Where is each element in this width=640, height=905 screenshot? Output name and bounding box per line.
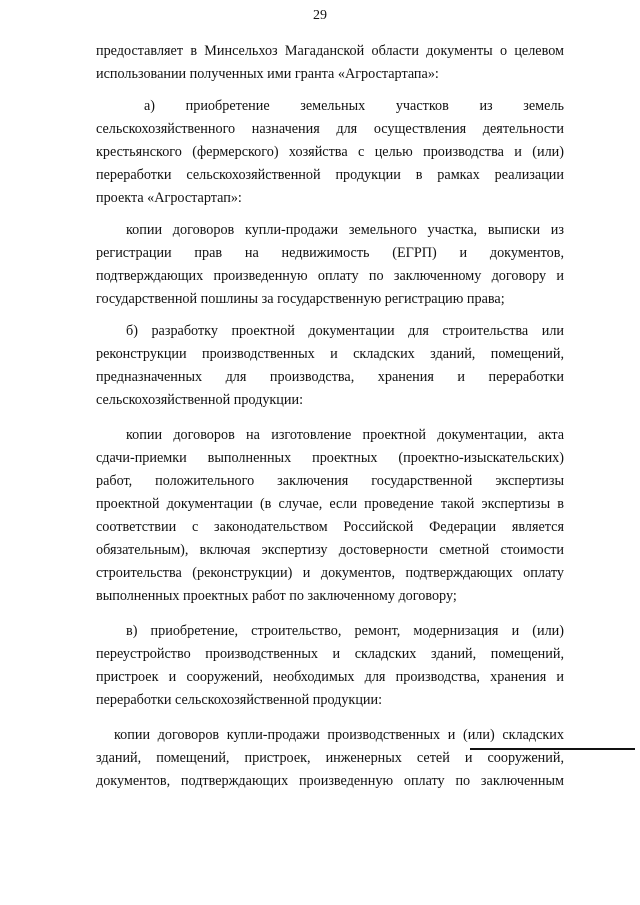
text-line: переработки сельскохозяйственной продукции:: [96, 692, 383, 708]
page-rule: [470, 748, 635, 750]
text-line: копии договоров купли-продажи производственных и (или) складских: [114, 727, 564, 743]
text-line: сдачи-приемки выполненных проектных (проектно-изыскательских): [96, 450, 564, 466]
text-line: подтверждающих произведенную оплату по заключенному договору и: [96, 268, 564, 284]
text-line: выполненных проектных работ по заключенному договору;: [96, 588, 457, 604]
text-line: сельскохозяйственного назначения для осуществления деятельности: [96, 121, 564, 137]
paragraph-item-a-documents: [96, 219, 564, 311]
text-line: использовании полученных ими гранта «Агростартапа»:: [96, 66, 439, 82]
paragraph-item-b-documents: [96, 424, 564, 608]
paragraph-intro: [96, 40, 564, 86]
page-number: 29: [313, 8, 327, 23]
text-line: предназначенных для производства, хранения и переработки: [96, 369, 564, 385]
text-line: предоставляет в Минсельхоз Магаданской области документы о целевом: [96, 43, 564, 59]
document-body: [96, 40, 564, 793]
text-line: копии договоров на изготовление проектной документации, акта: [126, 427, 564, 443]
text-line: крестьянского (фермерского) хозяйства с целью производства и (или): [96, 144, 564, 160]
text-line: строительства (реконструкции) и документов, подтверждающих оплату: [96, 565, 564, 581]
text-line: б) разработку проектной документации для строительства или: [126, 323, 564, 339]
text-line: работ, положительного заключения государственной экспертизы: [96, 473, 564, 489]
paragraph-item-c-documents: [96, 724, 564, 793]
text-line: переустройство производственных и складских зданий, помещений,: [96, 646, 564, 662]
text-line: переработки сельскохозяйственной продукции в рамках реализации: [96, 167, 564, 183]
text-line: в) приобретение, строительство, ремонт, модернизация и (или): [126, 623, 564, 639]
text-line: проектной документации (в случае, если проведение такой экспертизы в: [96, 496, 564, 512]
paragraph-item-c: [96, 620, 564, 712]
text-line: проекта «Агростартап»:: [96, 190, 242, 206]
text-line: пристроек и сооружений, необходимых для производства, хранения и: [96, 669, 564, 685]
paragraph-item-b: [96, 320, 564, 412]
text-line: зданий, помещений, пристроек, инженерных сетей и сооружений,: [96, 750, 564, 766]
text-line: сельскохозяйственной продукции:: [96, 392, 304, 408]
text-line: государственной пошлины за государственную регистрацию права;: [96, 291, 505, 307]
paragraph-item-a: [96, 95, 564, 210]
text-line: документов, подтверждающих произведенную оплату по заключенным: [96, 773, 564, 789]
text-line: регистрации прав на недвижимость (ЕГРП) и документов,: [96, 245, 564, 261]
text-line: обязательным), включая экспертизу достоверности сметной стоимости: [96, 542, 564, 558]
text-line: соответствии с законодательством Российской Федерации является: [96, 519, 564, 535]
text-line: реконструкции производственных и складских зданий, помещений,: [96, 346, 564, 362]
text-line: копии договоров купли-продажи земельного участка, выписки из: [126, 222, 564, 238]
text-line: а) приобретение земельных участков из земель: [144, 98, 564, 114]
